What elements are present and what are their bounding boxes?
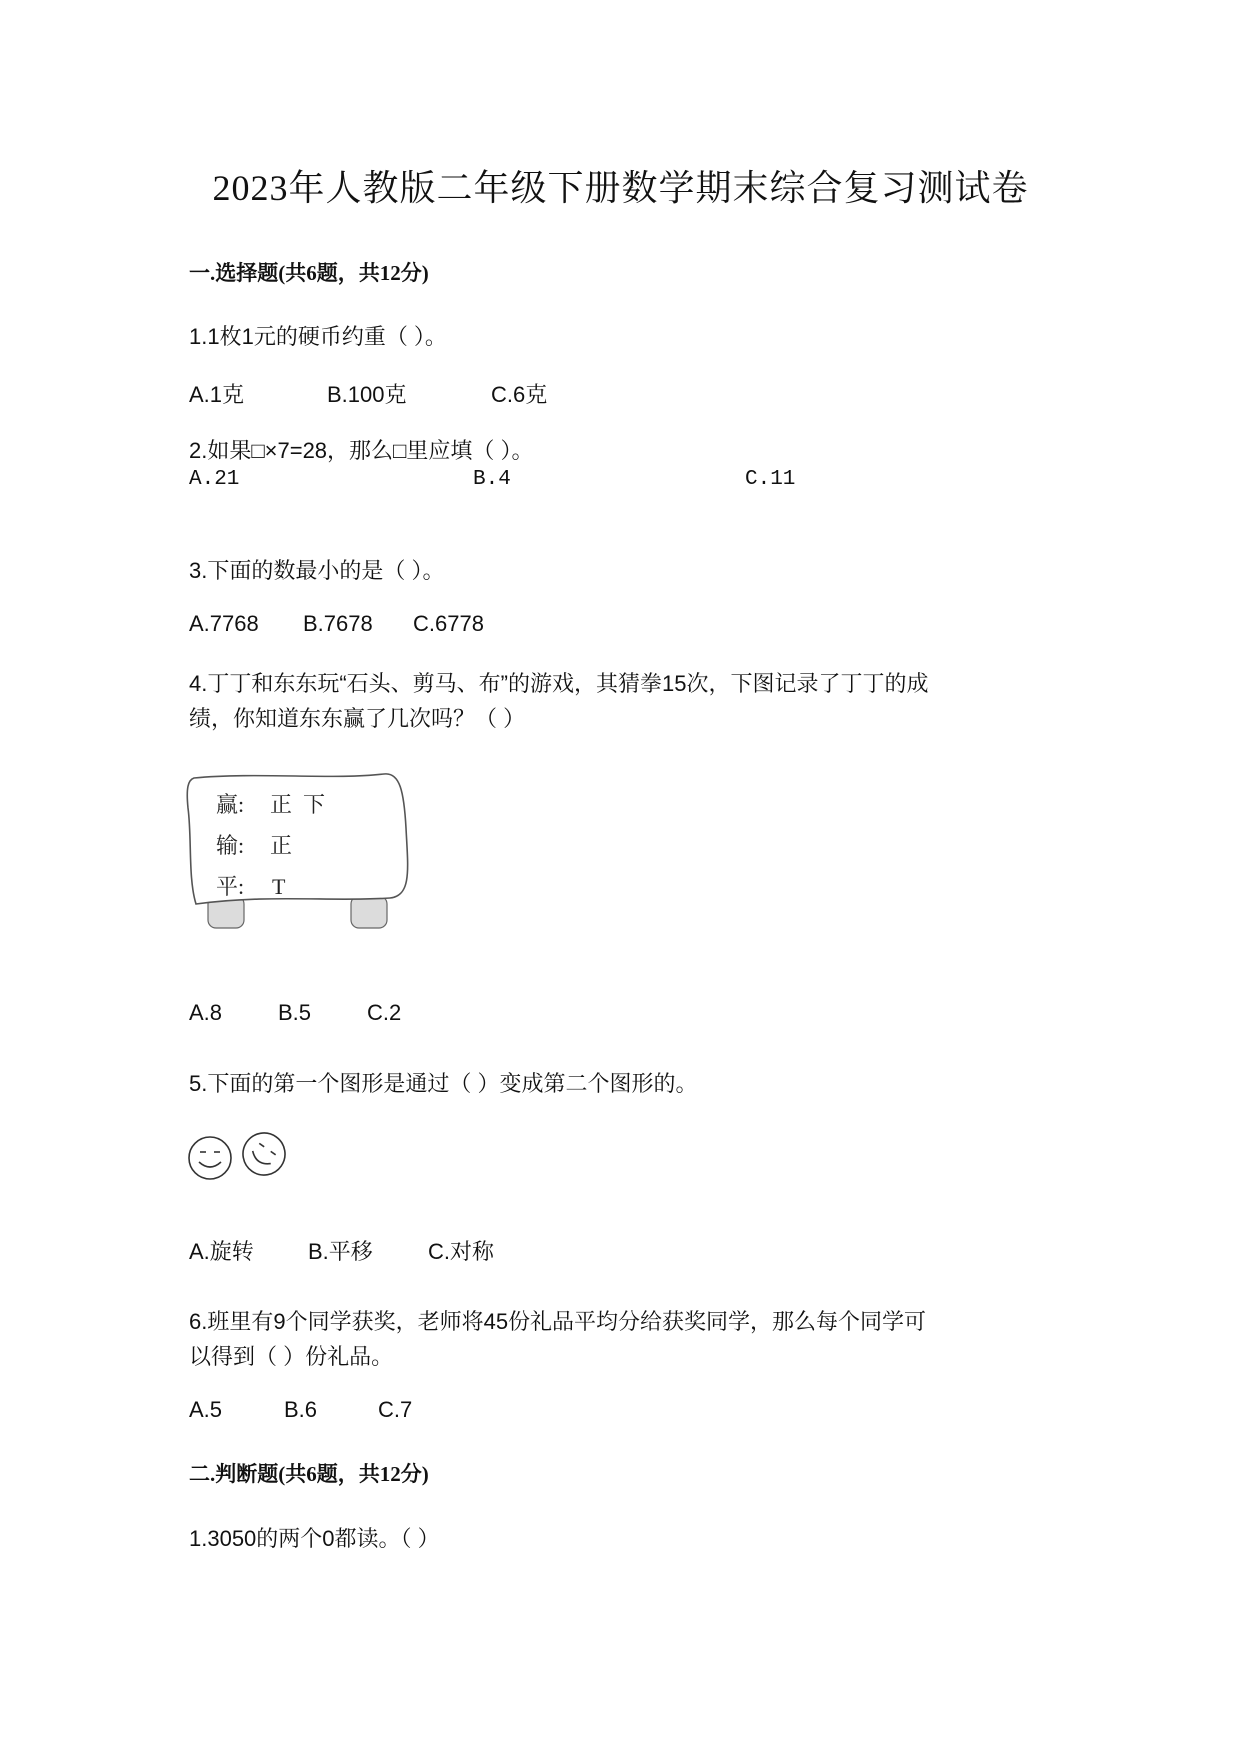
- smiley-figures: [186, 1128, 296, 1188]
- option: A.21: [189, 468, 240, 491]
- tally-marks: 正: [270, 833, 293, 858]
- option: B.平移: [308, 1239, 373, 1264]
- section-heading: 二.判断题(共6题，共12分): [189, 1462, 429, 1486]
- option: B.6: [284, 1397, 318, 1422]
- question-options: [189, 468, 795, 491]
- tally-label: 赢:: [216, 792, 245, 817]
- smiley-face-upright-icon: [189, 1137, 231, 1179]
- option: A.7768: [189, 611, 259, 636]
- option: C.11: [745, 468, 796, 491]
- question-text: 5.下面的第一个图形是通过（ ）变成第二个图形的。: [189, 1071, 698, 1096]
- option: B.7678: [303, 611, 373, 636]
- question-text-line1: 4.丁丁和东东玩“石头、剪马、布”的游戏，其猜拳15次，下图记录了丁丁的成: [189, 671, 929, 696]
- section-heading: 一.选择题(共6题，共12分): [189, 261, 429, 285]
- question-text-line2: 绩，你知道东东赢了几次吗？（ ）: [189, 706, 526, 731]
- page-title: 2023年人教版二年级下册数学期末综合复习测试卷: [212, 168, 1029, 208]
- option: C.7: [378, 1397, 413, 1422]
- option: A.旋转: [189, 1239, 254, 1264]
- question-text: 1.1枚1元的硬币约重（ ）。: [189, 324, 447, 349]
- option: C.6克: [491, 382, 548, 407]
- question-text-line1: 6.班里有9个同学获奖，老师将45份礼品平均分给获奖同学，那么每个同学可: [189, 1309, 927, 1334]
- question-options: [189, 1235, 494, 1266]
- question-text: 2.如果□×7=28，那么□里应填（ ）。: [189, 438, 534, 463]
- option: A.5: [189, 1397, 223, 1422]
- question-text: 3.下面的数最小的是（ ）。: [189, 558, 445, 583]
- tally-record-card: [186, 768, 426, 948]
- option: B.100克: [327, 382, 407, 407]
- tally-marks: T: [272, 874, 286, 899]
- option: B.4: [473, 468, 511, 491]
- option: C.6778: [413, 611, 484, 636]
- option: C.对称: [428, 1239, 495, 1264]
- option: A.8: [189, 1000, 223, 1025]
- option: B.5: [278, 1000, 312, 1025]
- card-leg-right: [351, 896, 387, 928]
- tally-label: 平:: [216, 874, 245, 899]
- smiley-face-rotated-icon: [235, 1128, 293, 1183]
- question-text: 1.3050的两个0都读。（ ）: [189, 1526, 440, 1551]
- question-options: [189, 1000, 401, 1026]
- question-options: [189, 1397, 412, 1423]
- option: C.2: [367, 1000, 402, 1025]
- question-options: [189, 611, 484, 637]
- tally-label: 输:: [216, 833, 245, 858]
- tally-marks: 正 下: [270, 792, 326, 817]
- question-options: [189, 378, 547, 409]
- question-text-line2: 以得到（ ）份礼品。: [189, 1344, 394, 1369]
- option: A.1克: [189, 382, 245, 407]
